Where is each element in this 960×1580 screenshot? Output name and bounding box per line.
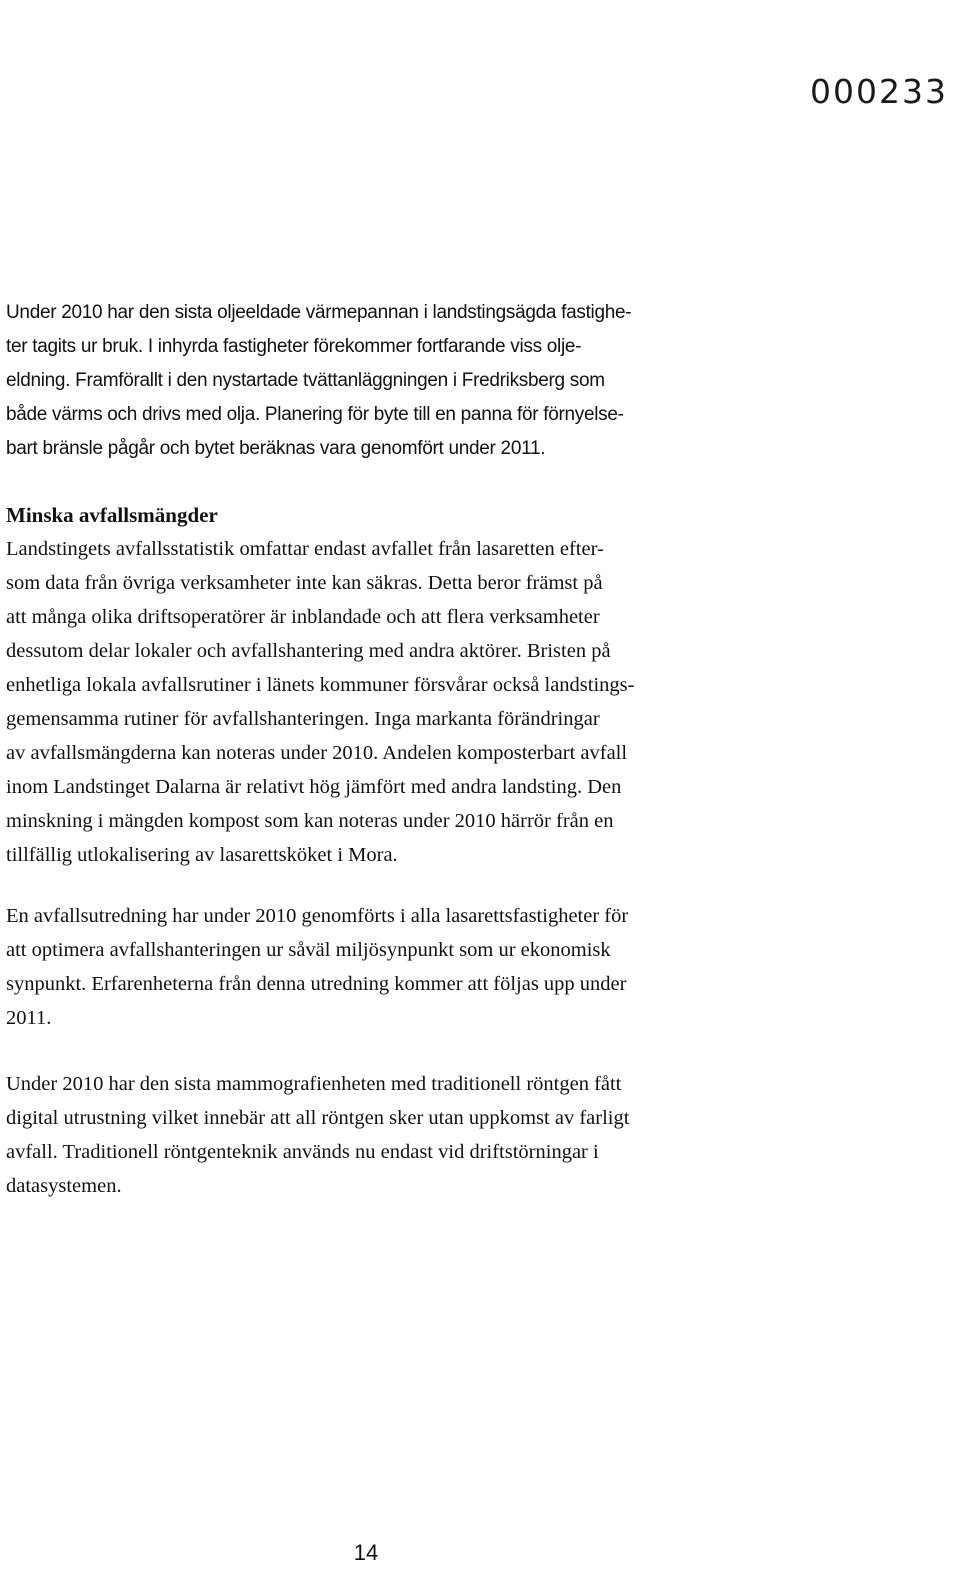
- paragraph-waste-statistics: Landstingets avfallsstatistik omfattar endast avfallet från lasaretten efter- som data från övriga verksamheter inte kan säkras. Detta beror främst på att många olika driftsoperatörer är inblandade och att flera verksamheter dessutom delar lokaler och avfallshantering med andra aktörer. Bristen på enhetliga lokala avfallsrutiner i länets kommuner försvårar också landstings- gemensamma rutiner för avfallshanteringen. Inga markanta förändringar av avfallsmängderna kan noteras under 2010. Andelen komposterbart avfall inom Landstinget Dalarna är relativt hög jämfört med andra landsting. Den minskning i mängden kompost som kan noteras under 2010 härrör från en tillfällig utlokalisering av lasarettsköket i Mora.: [6, 538, 635, 866]
- document-stamp-number: 000233: [810, 72, 948, 111]
- paragraph-oil-boilers: Under 2010 har den sista oljeeldade värmepannan i landstingsägda fastighe- ter tagits ur bruk. I inhyrda fastigheter förekommer fortfarande viss olje- eldning. Framförallt i den nystartade tvättanläggningen i Fredriksberg som både värms och drivs med olja. Planering för byte till en panna för förnyelse- bart bränsle pågår och bytet beräknas vara genomfört under 2011.: [6, 302, 632, 459]
- paragraph-waste-investigation: En avfallsutredning har under 2010 genomförts i alla lasarettsfastigheter för att optimera avfallshanteringen ur såväl miljösynpunkt som ur ekonomisk synpunkt. Erfarenheterna från denna utredning kommer att följas upp under 2011.: [6, 905, 629, 1029]
- page-number: 14: [353, 1540, 379, 1565]
- section-heading-waste: Minska avfallsmängder: [6, 503, 218, 527]
- paragraph-mammography: Under 2010 har den sista mammografienheten med traditionell röntgen fått digital utrustning vilket innebär att all röntgen sker utan uppkomst av farligt avfall. Traditionell röntgenteknik används nu endast vid driftstörningar i datasystemen.: [6, 1073, 630, 1197]
